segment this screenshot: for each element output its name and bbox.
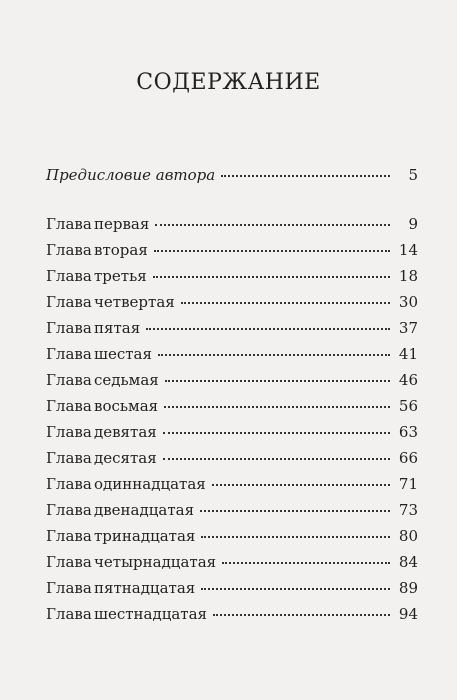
toc-entry: [46, 447, 418, 469]
toc-entry-word: Глава: [46, 267, 92, 285]
toc-entry-preface: [46, 164, 418, 186]
toc-entry-word: Глава: [46, 397, 92, 415]
toc-page-number: 46: [398, 371, 418, 389]
page-title: СОДЕРЖАНИЕ: [136, 70, 321, 95]
dot-leader: [221, 175, 390, 177]
toc-entry-label: шестнадцатая: [94, 605, 207, 623]
dot-leader: [146, 328, 390, 330]
toc-entry: [46, 473, 418, 495]
toc-entry-label: седьмая: [94, 371, 159, 389]
toc-entry-word: Глава: [46, 501, 92, 519]
toc-entry: [46, 421, 418, 443]
toc-entry-word: Глава: [46, 423, 92, 441]
toc-entry-label: четвертая: [94, 293, 175, 311]
toc-page-number: 5: [408, 166, 418, 184]
toc-page-number: 18: [398, 267, 418, 285]
toc-entry: [46, 525, 418, 547]
toc-entry-label: девятая: [94, 423, 157, 441]
dot-leader: [200, 510, 390, 512]
toc-entry-word: Глава: [46, 527, 92, 545]
toc-page-number: 66: [398, 449, 418, 467]
toc-entry-word: Глава: [46, 241, 92, 259]
toc-page-number: 73: [398, 501, 418, 519]
dot-leader: [164, 406, 390, 408]
toc-page-number: 37: [398, 319, 418, 337]
toc-entry-label: пятнадцатая: [94, 579, 196, 597]
dot-leader: [212, 484, 390, 486]
toc-entry: [46, 343, 418, 365]
toc-entry-word: Глава: [46, 553, 92, 571]
toc-entry-label: вторая: [94, 241, 148, 259]
toc-entry: [46, 395, 418, 417]
toc-entry-label: шестая: [94, 345, 152, 363]
toc-entry-word: Глава: [46, 449, 92, 467]
toc-entry: [46, 551, 418, 573]
toc-page-number: 94: [398, 605, 418, 623]
toc-page-number: 89: [398, 579, 418, 597]
dot-leader: [201, 588, 390, 590]
toc-entry: [46, 603, 418, 625]
toc-page-number: 63: [398, 423, 418, 441]
toc-entry-word: Глава: [46, 605, 92, 623]
toc-entry: [46, 369, 418, 391]
dot-leader: [155, 224, 390, 226]
toc-page-number: 84: [398, 553, 418, 571]
toc-entry-label: четырнадцатая: [94, 553, 217, 571]
toc-entry: [46, 577, 418, 599]
toc-entry-label: первая: [94, 215, 150, 233]
toc-entry: [46, 499, 418, 521]
toc-page-number: 41: [398, 345, 418, 363]
dot-leader: [163, 458, 390, 460]
toc-page-number: 56: [398, 397, 418, 415]
dot-leader: [201, 536, 390, 538]
toc-entry: [46, 213, 418, 235]
toc-entry: [46, 291, 418, 313]
toc-entry-label: третья: [94, 267, 147, 285]
toc-entry-label: двенадцатая: [94, 501, 195, 519]
toc-entry-word: Глава: [46, 215, 92, 233]
toc-page-number: 30: [398, 293, 418, 311]
dot-leader: [222, 562, 390, 564]
toc-entry-word: Глава: [46, 319, 92, 337]
toc-entry-word: Глава: [46, 293, 92, 311]
toc-entry-label: десятая: [94, 449, 157, 467]
toc-page-number: 9: [408, 215, 418, 233]
dot-leader: [153, 276, 390, 278]
toc-entry: [46, 265, 418, 287]
toc-entry-word: Глава: [46, 345, 92, 363]
toc-page-number: 80: [398, 527, 418, 545]
toc-entry-word: Глава: [46, 579, 92, 597]
toc-entry-word: Глава: [46, 371, 92, 389]
toc-entry-label: одиннадцатая: [94, 475, 206, 493]
toc-entry: [46, 317, 418, 339]
toc-entry: [46, 239, 418, 261]
dot-leader: [181, 302, 390, 304]
toc-entry-label: восьмая: [94, 397, 159, 415]
toc-entry-label: тринадцатая: [94, 527, 196, 545]
dot-leader: [165, 380, 390, 382]
toc-entry-label: пятая: [94, 319, 141, 337]
toc-page-number: 14: [398, 241, 418, 259]
toc-entry-label: Предисловие автора: [46, 166, 216, 184]
dot-leader: [163, 432, 390, 434]
toc-page-number: 71: [398, 475, 418, 493]
toc-entry-word: Глава: [46, 475, 92, 493]
dot-leader: [154, 250, 390, 252]
dot-leader: [158, 354, 390, 356]
dot-leader: [213, 614, 390, 616]
